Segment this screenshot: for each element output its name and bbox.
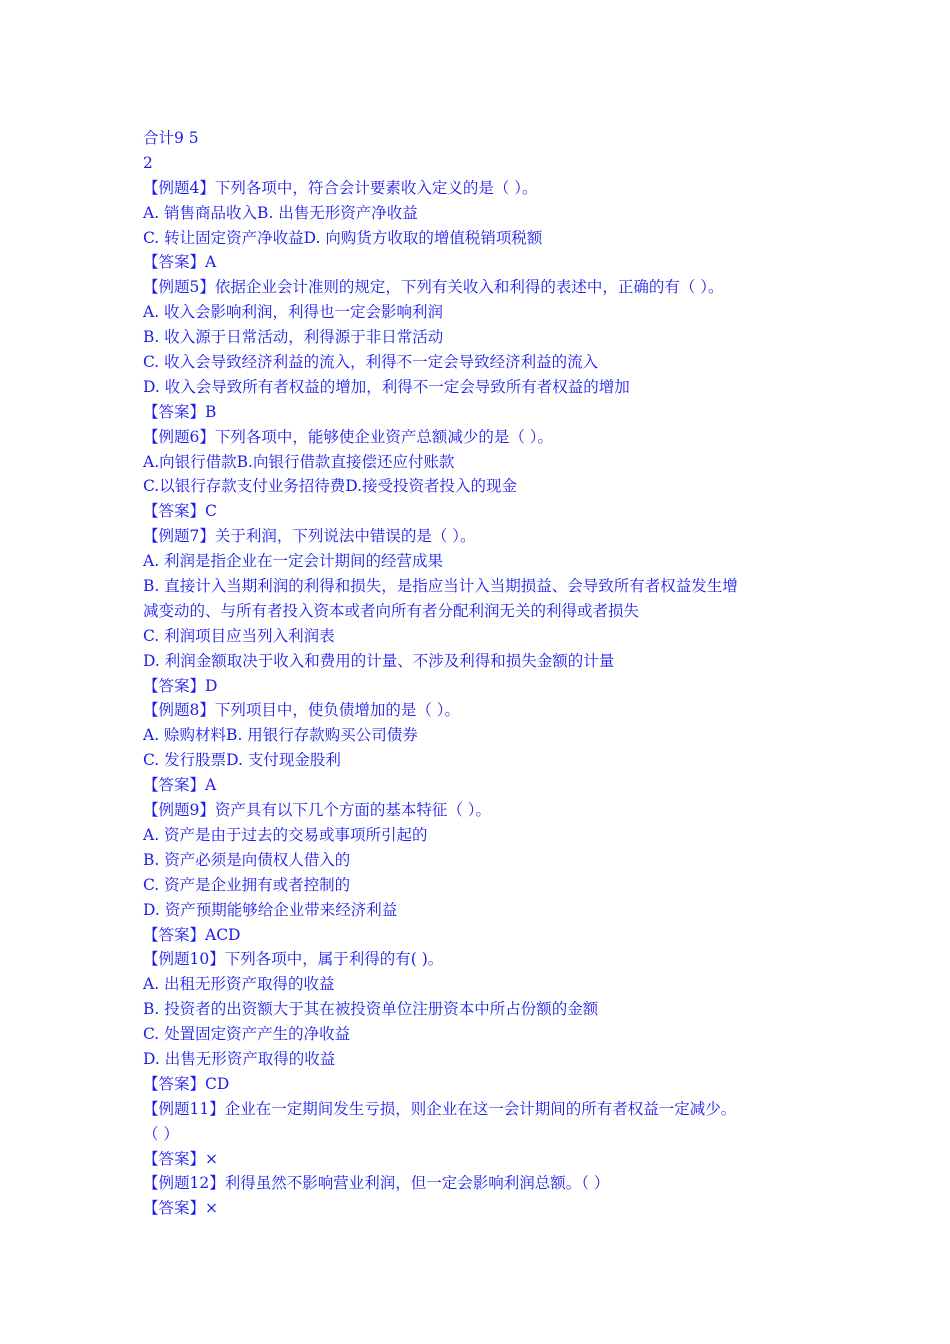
question-9-option: A. 资产是由于过去的交易或事项所引起的 xyxy=(143,825,428,844)
question-9-stem: 【例题9】资产具有以下几个方面的基本特征（ ）。 xyxy=(143,801,492,820)
question-10-stem: 【例题10】下列各项中，属于利得的有( )。 xyxy=(143,950,444,969)
question-8-stem: 【例题8】下列项目中，使负债增加的是（ ）。 xyxy=(143,701,461,720)
question-8-answer: 【答案】A xyxy=(143,776,217,795)
question-10-option: D. 出售无形资产取得的收益 xyxy=(143,1049,336,1068)
question-12-stem: 【例题12】利得虽然不影响营业利润，但一定会影响利润总额。（ ） xyxy=(143,1174,610,1193)
document-page xyxy=(143,126,823,1221)
question-7-option-continued: 减变动的、与所有者投入资本或者向所有者分配利润无关的利得或者损失 xyxy=(143,601,640,620)
question-10-option: C. 处置固定资产产生的净收益 xyxy=(143,1025,351,1044)
question-10-option: A. 出租无形资产取得的收益 xyxy=(143,975,335,994)
question-7-stem: 【例题7】关于利润，下列说法中错误的是（ ）。 xyxy=(143,527,476,546)
question-7-option: A. 利润是指企业在一定会计期间的经营成果 xyxy=(143,552,444,571)
question-10-answer: 【答案】CD xyxy=(143,1074,230,1093)
question-8-option: C. 发行股票D. 支付现金股利 xyxy=(143,751,341,770)
question-11-stem: 【例题11】企业在一定期间发生亏损，则企业在这一会计期间的所有者权益一定减少。 xyxy=(143,1099,737,1118)
question-6-option: A.向银行借款B.向银行借款直接偿还应付账款 xyxy=(143,452,455,471)
question-9-answer: 【答案】ACD xyxy=(143,925,241,944)
question-5-option: D. 收入会导致所有者权益的增加，利得不一定会导致所有者权益的增加 xyxy=(143,377,630,396)
question-4-stem: 【例题4】下列各项中，符合会计要素收入定义的是（ ）。 xyxy=(143,178,538,197)
question-8-option: A. 赊购材料B. 用银行存款购买公司债券 xyxy=(143,726,418,745)
question-4-option: C. 转让固定资产净收益D. 向购货方收取的增值税销项税额 xyxy=(143,228,543,247)
question-12-answer: 【答案】× xyxy=(143,1199,218,1218)
question-7-option: D. 利润金额取决于收入和费用的计量、不涉及利得和损失金额的计量 xyxy=(143,651,615,670)
question-4-answer: 【答案】A xyxy=(143,253,217,272)
question-7-option: B. 直接计入当期利润的利得和损失，是指应当计入当期损益、会导致所有者权益发生增 xyxy=(143,577,738,596)
question-5-answer: 【答案】B xyxy=(143,402,217,421)
question-7-option: C. 利润项目应当列入利润表 xyxy=(143,626,335,645)
question-5-option: C. 收入会导致经济利益的流入，利得不一定会导致经济利益的流入 xyxy=(143,353,599,372)
question-7-answer: 【答案】D xyxy=(143,676,218,695)
text-line: 合计9 5 xyxy=(143,129,199,147)
question-9-option: D. 资产预期能够给企业带来经济利益 xyxy=(143,900,398,919)
question-4-option: A. 销售商品收入B. 出售无形资产净收益 xyxy=(143,203,418,222)
question-11-stem-continued: （ ） xyxy=(143,1124,179,1143)
question-6-answer: 【答案】C xyxy=(143,502,217,521)
question-5-option: A. 收入会影响利润，利得也一定会影响利润 xyxy=(143,303,444,322)
question-6-stem: 【例题6】下列各项中，能够使企业资产总额减少的是（ ）。 xyxy=(143,427,554,446)
question-6-option: C.以银行存款支付业务招待费D.接受投资者投入的现金 xyxy=(143,477,518,496)
question-9-option: C. 资产是企业拥有或者控制的 xyxy=(143,875,351,894)
question-5-option: B. 收入源于日常活动，利得源于非日常活动 xyxy=(143,328,444,347)
text-line: 2 xyxy=(143,153,153,172)
question-9-option: B. 资产必须是向债权人借入的 xyxy=(143,850,351,869)
question-10-option: B. 投资者的出资额大于其在被投资单位注册资本中所占份额的金额 xyxy=(143,1000,599,1019)
question-11-answer: 【答案】× xyxy=(143,1149,218,1168)
question-5-stem: 【例题5】依据企业会计准则的规定，下列有关收入和利得的表述中，正确的有（ ）。 xyxy=(143,278,724,297)
